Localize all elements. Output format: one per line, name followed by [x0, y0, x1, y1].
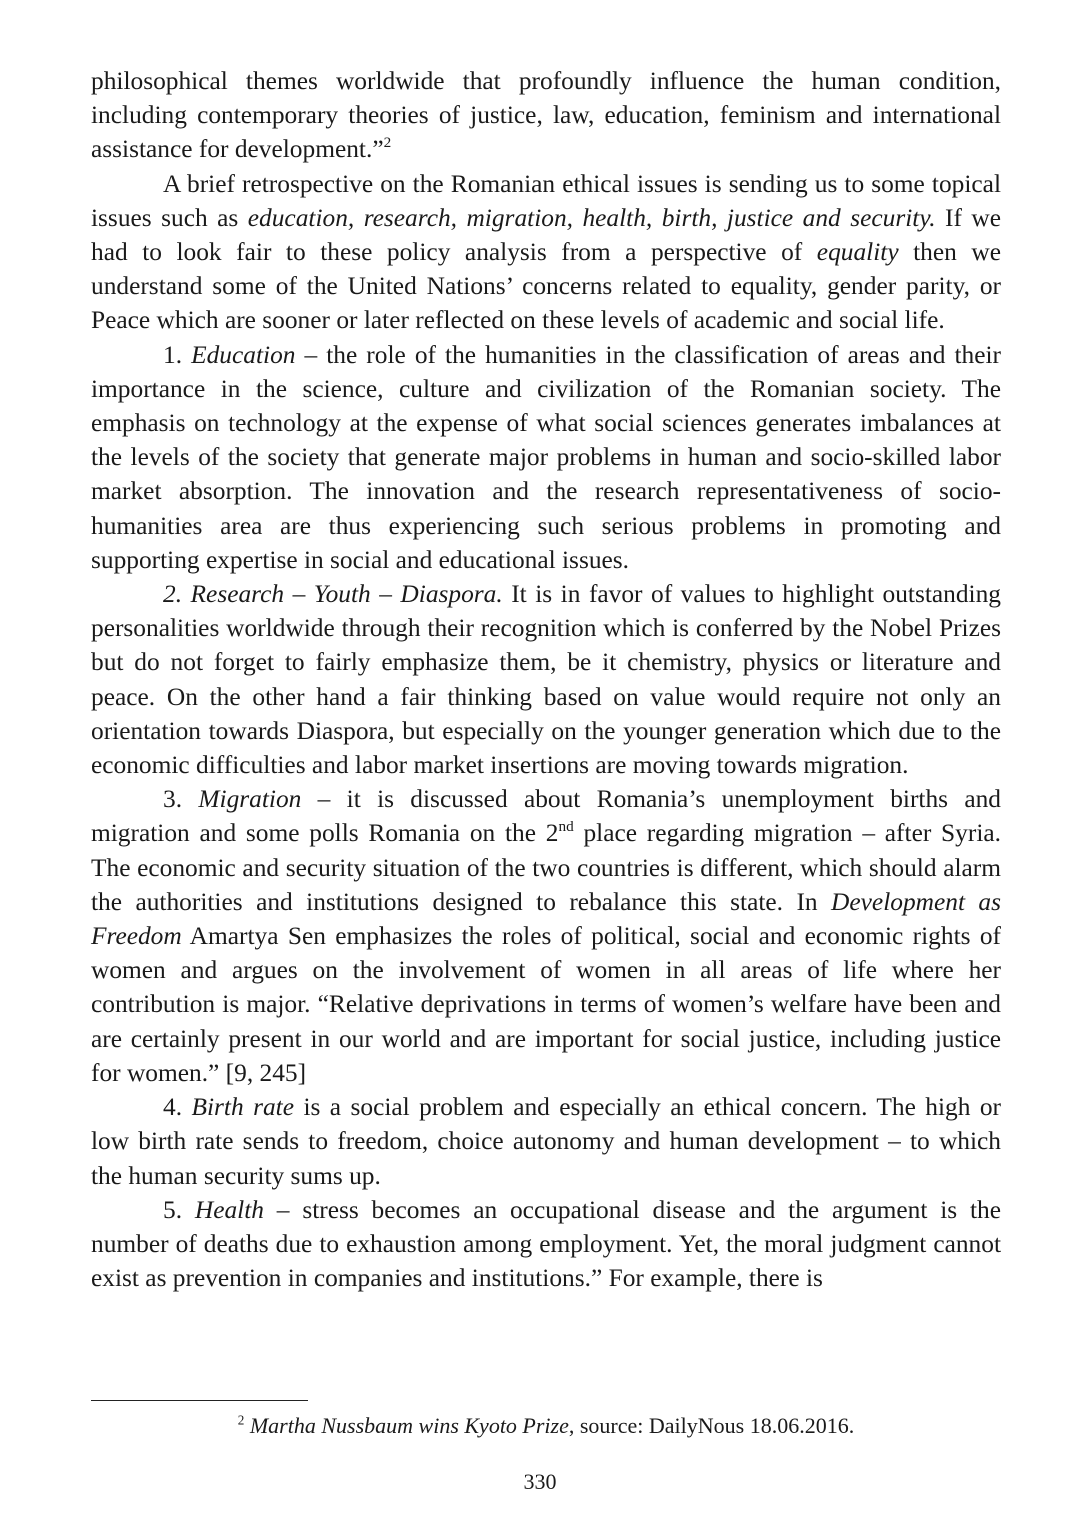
- paragraph-migration: 3. Migration – it is discussed about Romania’s unemployment births and migration and some polls Romania on the 2nd place regarding migration – after Syria. The economic and security situation of the two countries is different, which should alarm the authorities and institutions designed to rebalance this state. In Development as Freedom Amartya Sen emphasizes the roles of political, social and economic rights of women and argues on the involvement of women in all areas of life where her contribution is major. “Relative deprivations in terms of women’s welfare have been and are certainly present in our world and are important for social justice, including justice for women.” [9, 245]: [91, 785, 1002, 1087]
- paragraph-research: 2. Research – Youth – Diaspora. It is in favor of values to highlight outstanding personalities worldwide through their recognition which is conferred by the Nobel Prizes but do not forget to fairly emphasize them, be it chemistry, physics or literature and peace. On the other hand a fair thinking based on value would require not only an orientation towards Diaspora, but especially on the younger generation which due to the economic difficulties and labor market insertions are moving towards migration.: [91, 580, 1001, 780]
- page-body: [91, 64, 1001, 1295]
- footnote-ref: 2: [383, 134, 392, 152]
- footnote: $^2$ Martha Nussbaum wins Kyoto Prize, source: DailyNous 18.06.2016.: [237, 1412, 855, 1438]
- paragraph-education: 1. Education – the role of the humanities in the classification of areas and their importance in the science, culture and civilization of the Romanian society. The emphasis on technology at the expense of what social sciences generates imbalances at the levels of the society that generate major problems in human and socio-skilled labor market absorption. The innovation and the research representativeness of socio-humanities area are thus experiencing such serious problems in promoting and supporting expertise in social and educational issues.: [91, 340, 1002, 574]
- footnote-divider: [91, 1400, 308, 1401]
- paragraph-retrospective: A brief retrospective on the Romanian ethical issues is sending us to some topical issues such as education, research, migration, health, birth, justice and security. If we had to look fair to these policy analysis from a perspective of equality then we understand some of the United Nations’ concerns related to equality, gender parity, or Peace which are sooner or later reflected on these levels of academic and social life.: [91, 169, 1001, 335]
- paragraph-health: 5. Health – stress becomes an occupational disease and the argument is the number of deaths due to exhaustion among employment. Yet, the moral judgment cannot exist as prevention in companies and institutions.” For example, there is: [91, 1195, 1002, 1293]
- paragraph-continuation: philosophical themes worldwide that profoundly influence the human condition, including contemporary theories of justice, law, education, feminism and international assistance for development.”$^2$: [91, 67, 1001, 164]
- page-number: 330: [523, 1469, 557, 1494]
- paragraph-birth-rate: 4. Birth rate is a social problem and especially an ethical concern. The high or low birth rate sends to freedom, choice autonomy and human development – to which the human security sums up.: [91, 1093, 1002, 1190]
